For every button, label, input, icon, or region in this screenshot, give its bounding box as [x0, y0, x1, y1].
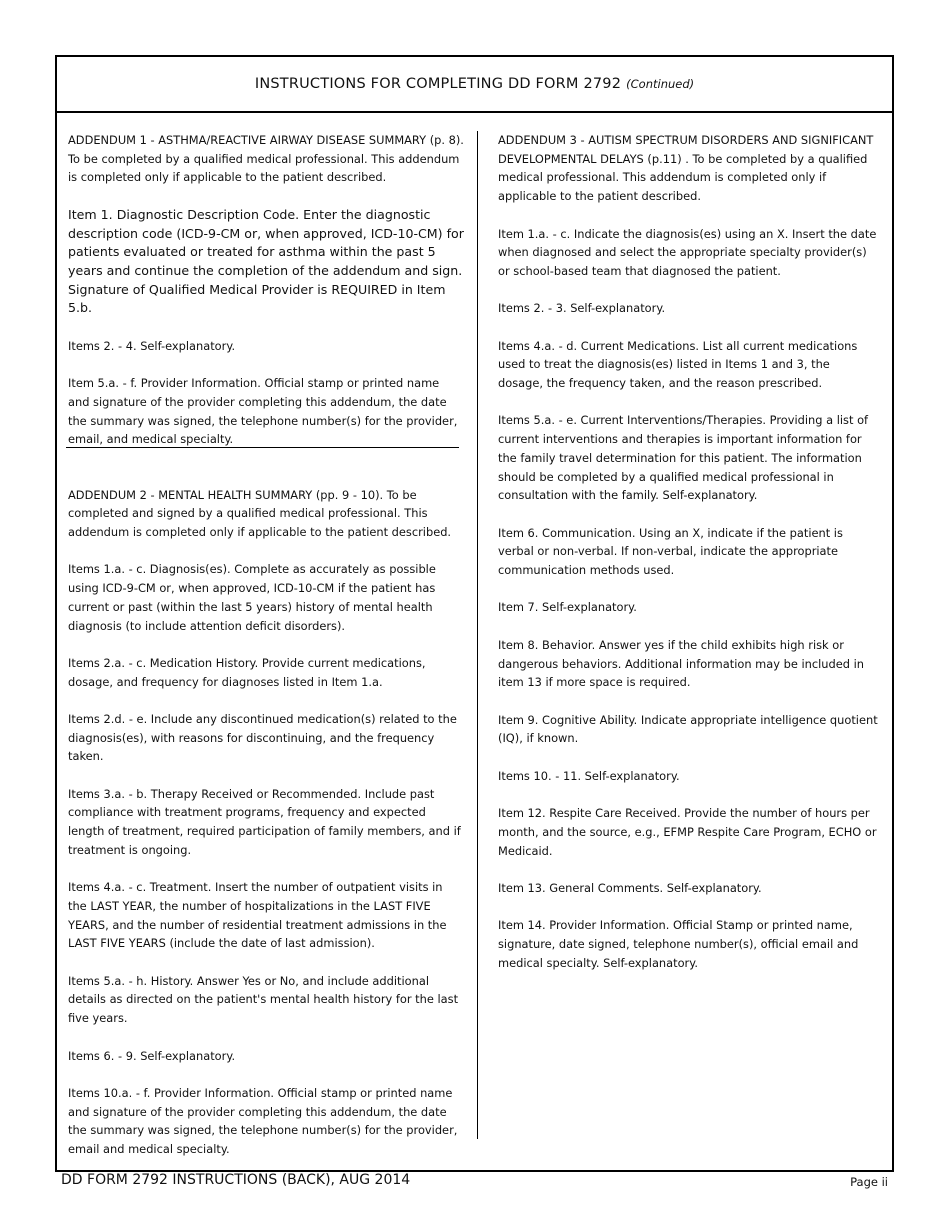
- addendum2-item: Items 1.a. - c. Diagnosis(es). Complete as accurately as possible using ICD-9-CM or, when approved, ICD-10-CM if the patient has current or past (within the last 5 years) history of mental health diagnosis (to include attention deficit disorders).: [68, 562, 436, 633]
- addendum1-heading: ADDENDUM 1 - ASTHMA/REACTIVE AIRWAY DISEASE SUMMARY (p. 8). To be completed by a qualified medical professional. This addendum is completed only if applicable to the patient described.: [68, 133, 464, 185]
- addendum3-item: Items 4.a. - d. Current Medications. List all current medications used to treat the diagnosis(es) listed in Items 1 and 3, the dosage, the frequency taken, and the reason prescribed.: [498, 338, 858, 391]
- addendum2-item: Items 5.a. - h. History. Answer Yes or No, and include additional details as directed on the patient's mental health history for the last five years.: [68, 973, 459, 1026]
- form-frame: [55, 55, 894, 1172]
- addendum2-item: Items 3.a. - b. Therapy Received or Recommended. Include past compliance with treatment programs, frequency and expected length of treatment, required participation of family members, and if treatment is ongoing.: [68, 786, 461, 857]
- addendum3-item: Item 8. Behavior. Answer yes if the child exhibits high risk or dangerous behaviors. Additional information may be included in item 13 if more space is required.: [498, 637, 864, 690]
- addendum1-item: Item 5.a. - f. Provider Information. Official stamp or printed name and signature of the provider completing this addendum, the date the summary was signed, the telephone number(s) for the provider, email, and medical specialty.: [68, 376, 458, 447]
- addendum3-item: Item 7. Self-explanatory.: [498, 600, 637, 615]
- addendum2-item: Items 6. - 9. Self-explanatory.: [68, 1048, 236, 1063]
- section-divider: [66, 447, 459, 448]
- addendum2-item: Items 2.d. - e. Include any discontinued medication(s) related to the diagnosis(es), with reasons for discontinuing, and the frequency taken.: [68, 711, 457, 764]
- addendum3-item: Item 6. Communication. Using an X, indicate if the patient is verbal or non-verbal. If non-verbal, indicate the appropriate communication methods used.: [498, 525, 843, 578]
- form-header: [57, 57, 892, 113]
- addendum3-heading: ADDENDUM 3 - AUTISM SPECTRUM DISORDERS AND SIGNIFICANT DEVELOPMENTAL DELAYS (p.11) . To be completed by a qualified medical professional. This addendum is completed only if applicable to the patient described.: [498, 133, 874, 204]
- addendum3-item: Items 2. - 3. Self-explanatory.: [498, 301, 666, 316]
- addendum2-item: Items 4.a. - c. Treatment. Insert the number of outpatient visits in the LAST YEAR, the number of hospitalizations in the LAST FIVE YEARS, and the number of residential treatment admissions in the LAST FIVE YEARS (include the date of last admission).: [68, 880, 447, 951]
- addendum3-item: Item 13. General Comments. Self-explanatory.: [498, 880, 762, 895]
- addendum3-item: Item 12. Respite Care Received. Provide the number of hours per month, and the source, e.g., EFMP Respite Care Program, ECHO or Medicaid.: [498, 806, 877, 858]
- left-column: [68, 131, 464, 1177]
- page-title: INSTRUCTIONS FOR COMPLETING DD FORM 2792: [254, 76, 622, 92]
- addendum3-item: Items 5.a. - e. Current Interventions/Therapies. Providing a list of current interventions and therapies is important information for the family travel determination for this patient. The information should be completed by a qualified medical professional in consultation with the family. Self-explanatory.: [498, 413, 869, 503]
- continued-label: (Continued): [626, 77, 695, 91]
- addendum3-item: Items 10. - 11. Self-explanatory.: [498, 768, 680, 783]
- right-column: [498, 131, 878, 991]
- addendum3-item: Item 1.a. - c. Indicate the diagnosis(es) using an X. Insert the date when diagnosed and select the appropriate specialty provider(s) or school-based team that diagnosed the patient.: [498, 226, 877, 278]
- column-divider: [477, 131, 478, 1139]
- addendum1-item: Item 1. Diagnostic Description Code. Enter the diagnostic description code (ICD-9-CM or, when approved, ICD-10-CM) for patients evaluated or treated for asthma within the past 5 years and continue the completion of the addendum and sign. Signature of Qualified Medical Provider is REQUIRED in Item 5.b.: [68, 206, 464, 316]
- addendum3-item: Item 9. Cognitive Ability. Indicate appropriate intelligence quotient (IQ), if known.: [498, 712, 878, 746]
- addendum2-heading: ADDENDUM 2 - MENTAL HEALTH SUMMARY (pp. 9 - 10). To be completed and signed by a qualified medical professional. This addendum is completed only if applicable to the patient described.: [68, 487, 452, 539]
- form-footer-id: DD FORM 2792 INSTRUCTIONS (BACK), AUG 2014: [61, 1172, 411, 1188]
- addendum1-item: Items 2. - 4. Self-explanatory.: [68, 338, 236, 353]
- addendum2-item: Items 2.a. - c. Medication History. Provide current medications, dosage, and frequency for diagnoses listed in Item 1.a.: [68, 655, 426, 689]
- page-number: Page ii: [850, 1175, 888, 1189]
- addendum2-item: Items 10.a. - f. Provider Information. Official stamp or printed name and signature of the provider completing this addendum, the date the summary was signed, the telephone number(s) for the provider, email and medical specialty.: [68, 1085, 458, 1157]
- addendum3-item: Item 14. Provider Information. Official Stamp or printed name, signature, date signed, telephone number(s), official email and medical specialty. Self-explanatory.: [498, 918, 859, 970]
